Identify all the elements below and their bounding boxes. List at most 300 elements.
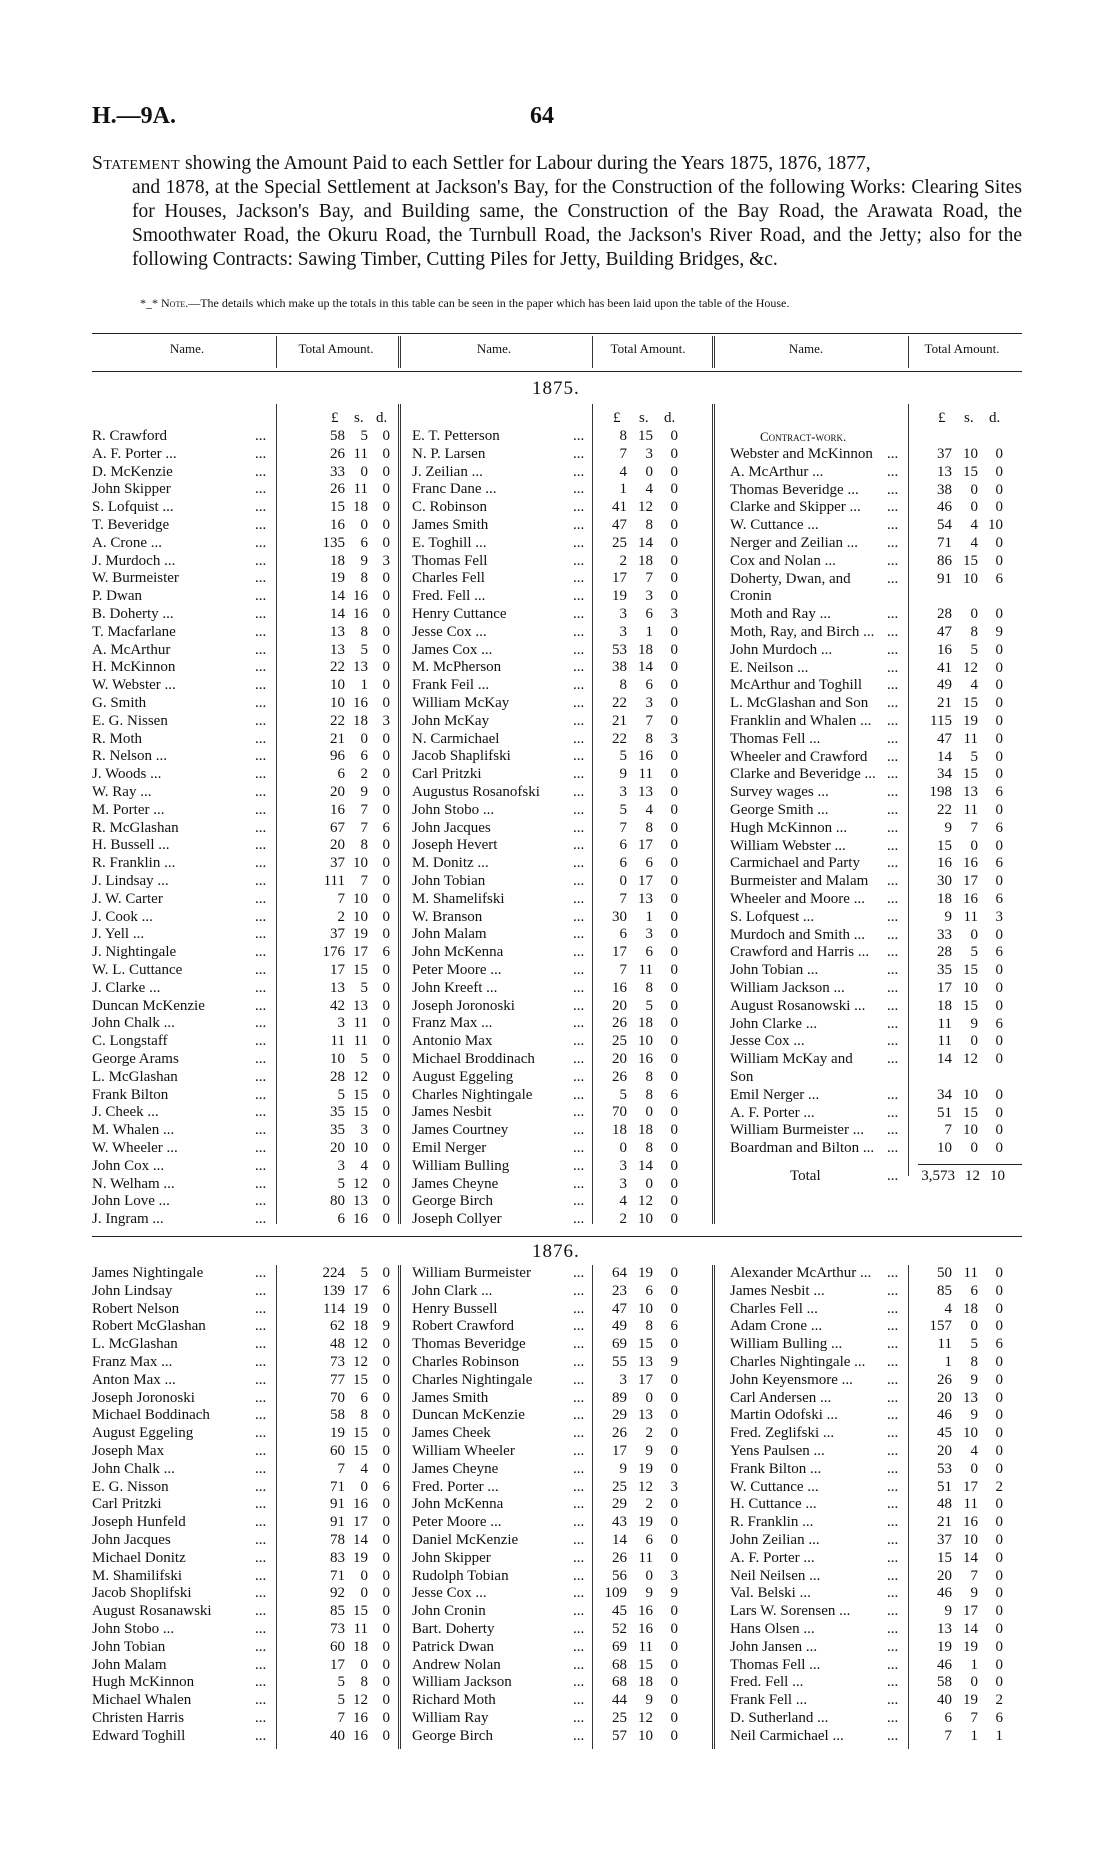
amount-pounds: 18 (937, 891, 952, 907)
amount-pounds: 37 (330, 855, 345, 872)
amount-pence: 6 (995, 1710, 1003, 1726)
amount-pounds: 0 (619, 873, 627, 889)
settler-name: James Smith (412, 517, 489, 533)
leader-dots: ... (887, 606, 899, 623)
amount-pence: 0 (670, 1460, 678, 1477)
leader-dots: ... (887, 1122, 899, 1139)
amount-shillings: 0 (970, 926, 978, 943)
amount-pounds: 7 (619, 445, 627, 462)
amount-shillings: 1 (360, 677, 368, 694)
amount-pounds: 29 (612, 1496, 627, 1513)
leader-dots: ... (887, 1460, 899, 1477)
amount-shillings: 13 (638, 1407, 653, 1424)
col3-total-header: Total Amount. (924, 341, 1000, 356)
amount-pounds: 3 (337, 1157, 345, 1174)
leader-dots: ... (255, 1175, 267, 1192)
table-row (0, 677, 1114, 695)
settler-name: W. Webster ... (92, 677, 176, 694)
table-row (0, 1211, 1114, 1229)
amount-pounds: 11 (330, 1033, 345, 1050)
settler-name: William Burmeister ... (730, 1122, 864, 1139)
amount-pence: 0 (670, 1033, 678, 1050)
leader-dots: ... (255, 534, 267, 551)
settler-name: Jacob Shoplifski (92, 1585, 192, 1602)
amount-shillings: 5 (970, 641, 978, 658)
amount-pence: 0 (670, 1621, 678, 1637)
amount-shillings: 19 (638, 1265, 653, 1281)
amount-pence: 0 (670, 659, 678, 676)
table-row (0, 464, 1114, 482)
amount-pounds: 19 (937, 1638, 952, 1655)
leader-dots: ... (255, 730, 267, 747)
amount-shillings: 7 (360, 873, 368, 889)
statement-heading (92, 152, 1022, 272)
amount-shillings: 16 (353, 1211, 368, 1228)
col2-name-header: Name. (476, 341, 512, 356)
leader-dots: ... (887, 1389, 899, 1406)
body-divider (908, 404, 909, 1176)
settler-name: Adam Crone ... (730, 1318, 823, 1335)
leader-dots: ... (573, 1354, 585, 1370)
amount-pence: 0 (382, 926, 390, 943)
settler-name: Franklin and Whalen ... (730, 713, 872, 729)
amount-pounds: 11 (937, 1015, 952, 1032)
settler-name: James Courtney (412, 1122, 509, 1139)
amount-pence: 0 (382, 1122, 390, 1139)
leader-dots: ... (573, 1033, 585, 1050)
amount-shillings: 15 (963, 962, 978, 979)
leader-dots: ... (573, 1710, 585, 1726)
leader-dots: ... (887, 481, 899, 498)
leader-dots: ... (255, 1514, 267, 1531)
leader-dots: ... (887, 1371, 899, 1388)
amount-pounds: 30 (612, 908, 627, 925)
table-row (0, 624, 1114, 642)
settler-name: William Bulling (412, 1157, 510, 1174)
amount-shillings: 11 (638, 1638, 653, 1655)
amount-shillings: 10 (963, 1532, 978, 1548)
amount-pounds: 35 (937, 962, 952, 979)
amount-shillings: 7 (970, 1567, 978, 1584)
amount-shillings: 8 (645, 517, 653, 533)
amount-shillings: 8 (360, 1407, 368, 1424)
settler-name: Frank Bilton (92, 1086, 169, 1103)
amount-pence: 0 (995, 1086, 1003, 1103)
settler-name: William McKay and (730, 1051, 853, 1068)
amount-shillings: 17 (638, 1371, 653, 1388)
leader-dots: ... (255, 1496, 267, 1513)
settler-name: John Stobo ... (412, 801, 495, 818)
amount-shillings: 10 (353, 855, 368, 872)
money-unit-d-col1: d. (376, 410, 388, 426)
amount-pence: 0 (995, 1443, 1003, 1459)
money-unit-l-col2: £ (613, 410, 621, 426)
body-divider (592, 1265, 593, 1749)
amount-pounds: 25 (612, 1478, 627, 1495)
settler-name: Michael Donitz (92, 1549, 186, 1566)
amount-pounds: 44 (612, 1692, 627, 1709)
leader-dots: ... (255, 1656, 267, 1673)
leader-dots: ... (573, 677, 585, 694)
amount-pounds: 73 (330, 1354, 345, 1370)
amount-pounds: 17 (612, 944, 627, 961)
amount-shillings: 15 (963, 463, 978, 480)
settler-name: H. Cuttance ... (730, 1496, 817, 1513)
amount-shillings: 6 (645, 1532, 653, 1548)
table-row (0, 695, 1114, 713)
amount-pence: 0 (382, 517, 390, 533)
amount-shillings: 14 (963, 1549, 978, 1566)
table-row (0, 1443, 1114, 1461)
amount-pence: 0 (670, 1265, 678, 1281)
settler-name: James Nesbit (412, 1104, 492, 1121)
amount-pounds: 48 (937, 1496, 952, 1513)
amount-pounds: 38 (612, 659, 627, 676)
settler-name: Joseph Joronoski (412, 997, 515, 1014)
table-row (0, 1550, 1114, 1568)
amount-pence: 0 (995, 1407, 1003, 1424)
amount-pence: 0 (382, 428, 390, 444)
table-row (0, 855, 1114, 873)
amount-shillings: 6 (645, 1282, 653, 1299)
amount-shillings: 4 (970, 517, 978, 534)
leader-dots: ... (573, 784, 585, 800)
leader-dots: ... (887, 535, 899, 551)
settler-name: William Ray (412, 1710, 489, 1726)
settler-name: John McKenna (412, 944, 504, 961)
amount-shillings: 16 (963, 855, 978, 872)
amount-shillings: 18 (638, 641, 653, 658)
amount-pence: 6 (995, 855, 1003, 872)
table-row (0, 802, 1114, 820)
amount-pence: 0 (995, 748, 1003, 765)
amount-pounds: 60 (330, 1443, 345, 1459)
amount-pence: 0 (670, 890, 678, 907)
settler-name: John McKay (412, 712, 490, 729)
amount-shillings: 7 (360, 819, 368, 836)
leader-dots: ... (887, 463, 899, 480)
amount-pounds: 1 (619, 481, 627, 498)
settler-name: W. Burmeister (92, 570, 179, 587)
leader-dots: ... (887, 784, 899, 801)
amount-pence: 9 (670, 1354, 678, 1370)
amount-pence: 0 (995, 1585, 1003, 1602)
settler-name: John Kreeft ... (412, 979, 498, 996)
amount-pounds: 22 (612, 730, 627, 747)
amount-shillings: 0 (645, 463, 653, 480)
amount-pence: 0 (382, 1443, 390, 1459)
amount-pence: 0 (382, 1086, 390, 1103)
table-row (0, 766, 1114, 784)
amount-shillings: 15 (353, 962, 368, 978)
leader-dots: ... (255, 1389, 267, 1406)
table-row (0, 606, 1114, 624)
settler-name: Burmeister and Malam (730, 873, 869, 890)
settler-name: Neil Neilsen ... (730, 1567, 821, 1584)
table-row (0, 1051, 1114, 1069)
settler-name: Henry Cuttance (412, 606, 507, 622)
settler-name: J. Murdoch ... (92, 552, 176, 569)
amount-pence: 0 (995, 1549, 1003, 1566)
leader-dots: ... (255, 517, 267, 533)
table-row (0, 1532, 1114, 1550)
amount-pence: 0 (995, 1033, 1003, 1050)
amount-pounds: 83 (330, 1549, 345, 1566)
amount-shillings: 18 (638, 1674, 653, 1691)
amount-pence: 0 (382, 801, 390, 818)
settler-name: N. P. Larsen (412, 445, 486, 462)
leader-dots: ... (573, 1674, 585, 1691)
amount-shillings: 5 (645, 997, 653, 1014)
leader-dots: ... (887, 695, 899, 712)
money-unit-s-col1: s. (354, 410, 364, 426)
amount-pence: 0 (670, 979, 678, 996)
amount-pounds: 52 (612, 1621, 627, 1637)
amount-shillings: 11 (638, 1549, 653, 1566)
amount-pence: 0 (995, 1460, 1003, 1477)
amount-pence: 0 (382, 1514, 390, 1531)
amount-pence: 0 (382, 1692, 390, 1709)
leader-dots: ... (255, 1425, 267, 1442)
leader-dots: ... (255, 445, 267, 462)
leader-dots: ... (255, 1282, 267, 1299)
amount-pounds: 48 (330, 1336, 345, 1353)
settler-name: James Cheek (412, 1425, 491, 1442)
leader-dots: ... (573, 712, 585, 729)
settler-name: John Malam (92, 1656, 167, 1673)
settler-name: Wheeler and Crawford (730, 748, 868, 765)
statement-text-line1: showing the Amount Paid to each Settler for Labour during the Years 1875, 1876, 1877, (180, 153, 871, 174)
amount-pounds: 37 (937, 1532, 952, 1548)
settler-name: William Bulling ... (730, 1336, 843, 1353)
amount-pounds: 47 (937, 624, 952, 640)
settler-name: R. Crawford (92, 428, 167, 444)
settler-name: J. W. Carter (92, 890, 163, 907)
amount-pounds: 9 (944, 908, 952, 925)
settler-name: John Cronin (412, 1603, 486, 1620)
leader-dots: ... (887, 962, 899, 979)
money-unit-l-col1: £ (331, 410, 339, 426)
amount-shillings: 17 (638, 837, 653, 854)
settler-name: H. Bussell ... (92, 837, 170, 854)
amount-pounds: 4 (619, 1193, 627, 1210)
amount-pounds: 9 (619, 766, 627, 783)
amount-shillings: 8 (645, 1068, 653, 1085)
amount-shillings: 0 (360, 1478, 368, 1495)
amount-pounds: 26 (937, 1371, 952, 1388)
amount-pence: 0 (995, 1674, 1003, 1691)
amount-pounds: 19 (330, 1425, 345, 1442)
amount-pounds: 28 (330, 1068, 345, 1085)
amount-shillings: 5 (970, 1336, 978, 1353)
total-pounds: 3,573 (921, 1168, 955, 1184)
amount-shillings: 0 (645, 1104, 653, 1121)
amount-pounds: 7 (619, 890, 627, 907)
amount-shillings: 13 (963, 784, 978, 801)
amount-shillings: 12 (963, 659, 978, 676)
amount-pence: 0 (670, 1193, 678, 1210)
amount-pence: 0 (382, 659, 390, 676)
settler-name: Emil Nerger ... (730, 1086, 820, 1103)
amount-pence: 0 (995, 997, 1003, 1014)
amount-pence: 0 (382, 463, 390, 480)
leader-dots: ... (255, 1407, 267, 1424)
settler-name: Thomas Fell ... (730, 730, 821, 747)
leader-dots: ... (573, 570, 585, 587)
amount-pence: 0 (382, 623, 390, 640)
settler-name: Clarke and Beveridge ... (730, 766, 876, 783)
amount-pence: 0 (670, 1211, 678, 1228)
settler-name: Charles Robinson (412, 1354, 520, 1370)
amount-shillings: 15 (638, 1656, 653, 1673)
contract-work-label: Contract-work. (760, 429, 847, 444)
amount-shillings: 0 (360, 730, 368, 747)
leader-dots: ... (887, 1585, 899, 1602)
leader-dots: ... (573, 659, 585, 676)
amount-shillings: 0 (360, 517, 368, 533)
amount-shillings: 13 (963, 1389, 978, 1406)
amount-pence: 6 (995, 891, 1003, 907)
amount-shillings: 0 (970, 499, 978, 516)
settler-name: A. McArthur ... (730, 463, 824, 480)
amount-shillings: 13 (353, 1193, 368, 1210)
amount-pounds: 91 (330, 1514, 345, 1531)
table-row (0, 891, 1114, 909)
amount-shillings: 8 (360, 570, 368, 587)
settler-name: N. Welham ... (92, 1175, 175, 1192)
settler-name: W. L. Cuttance (92, 962, 183, 978)
amount-shillings: 3 (360, 1122, 368, 1139)
leader-dots: ... (255, 801, 267, 818)
amount-shillings: 5 (360, 1051, 368, 1067)
leader-dots: ... (255, 819, 267, 836)
amount-pence: 0 (670, 1638, 678, 1655)
leader-dots: ... (573, 1656, 585, 1673)
table-row (0, 1692, 1114, 1710)
amount-shillings: 12 (638, 1478, 653, 1495)
settler-name: L. McGlashan and Son (730, 695, 869, 712)
leader-dots: ... (887, 997, 899, 1014)
leader-dots: ... (255, 1585, 267, 1602)
leader-dots: ... (255, 1211, 267, 1228)
settler-name: T. Beveridge (92, 517, 170, 533)
amount-shillings: 8 (645, 1140, 653, 1156)
settler-name: S. Lofquist ... (92, 499, 174, 516)
settler-name: Richard Moth (412, 1692, 496, 1709)
amount-pounds: 15 (937, 1549, 952, 1566)
amount-pence: 0 (382, 1336, 390, 1353)
amount-shillings: 10 (963, 570, 978, 587)
amount-shillings: 4 (970, 677, 978, 694)
settler-name: Peter Moore ... (412, 1514, 502, 1531)
amount-pence: 0 (382, 695, 390, 711)
amount-pounds: 10 (330, 695, 345, 711)
settler-name: Thomas Fell ... (730, 1656, 821, 1673)
leader-dots: ... (887, 1496, 899, 1513)
leader-dots: ... (255, 659, 267, 676)
settler-name: Joseph Joronoski (92, 1389, 195, 1406)
amount-pence: 3 (382, 712, 390, 729)
amount-shillings: 10 (638, 1211, 653, 1228)
leader-dots: ... (255, 570, 267, 587)
amount-shillings: 6 (645, 677, 653, 694)
amount-shillings: 0 (360, 463, 368, 480)
amount-pounds: 29 (612, 1407, 627, 1424)
settler-name: Peter Moore ... (412, 962, 502, 978)
amount-shillings: 5 (360, 641, 368, 658)
amount-shillings: 8 (645, 1086, 653, 1103)
leader-dots: ... (573, 1140, 585, 1156)
table-row (0, 1122, 1114, 1140)
settler-name: A. Crone ... (92, 534, 162, 551)
amount-pounds: 51 (937, 1478, 952, 1495)
settler-name: M. Donitz ... (412, 855, 489, 872)
settler-name: John Jacques (412, 819, 491, 836)
amount-shillings: 4 (360, 1157, 368, 1174)
amount-shillings: 12 (353, 1692, 368, 1709)
table-row (0, 1069, 1114, 1087)
amount-shillings: 5 (970, 944, 978, 961)
leader-dots: ... (573, 1727, 585, 1744)
amount-shillings: 11 (353, 445, 368, 462)
settler-name: Duncan McKenzie (92, 997, 205, 1014)
amount-shillings: 16 (638, 1621, 653, 1637)
amount-shillings: 10 (963, 1122, 978, 1139)
settler-name: R. Nelson ... (92, 748, 167, 765)
settler-name: T. Macfarlane (92, 623, 176, 640)
leader-dots: ... (887, 1336, 899, 1353)
leader-dots: ... (255, 1674, 267, 1691)
settler-name: Murdoch and Smith ... (730, 926, 865, 943)
amount-pence: 6 (995, 1015, 1003, 1032)
settler-name: Fred. Fell ... (412, 588, 486, 605)
amount-shillings: 1 (645, 623, 653, 640)
amount-pence: 3 (382, 552, 390, 569)
leader-dots: ... (255, 1710, 267, 1726)
amount-pounds: 5 (337, 1175, 345, 1192)
settler-name: John Keyensmore ... (730, 1371, 853, 1388)
settler-name: P. Dwan (92, 588, 143, 605)
settler-name: Martin Odofski ... (730, 1407, 838, 1424)
amount-pence: 0 (995, 1318, 1003, 1335)
leader-dots: ... (255, 1354, 267, 1370)
amount-pounds: 47 (612, 1300, 627, 1317)
settler-name: Emil Nerger (412, 1140, 487, 1156)
settler-name: H. McKinnon (92, 659, 176, 676)
amount-shillings: 16 (353, 606, 368, 622)
leader-dots: ... (573, 1532, 585, 1548)
amount-pence: 0 (382, 1656, 390, 1673)
amount-shillings: 10 (638, 1727, 653, 1744)
leader-dots: ... (573, 623, 585, 640)
amount-pounds: 26 (612, 1425, 627, 1442)
settler-name: W. Cuttance ... (730, 1478, 819, 1495)
amount-shillings: 16 (638, 748, 653, 765)
amount-shillings: 11 (963, 1265, 978, 1281)
amount-shillings: 17 (353, 1282, 368, 1299)
amount-shillings: 7 (360, 801, 368, 818)
leader-dots: ... (255, 1157, 267, 1174)
settler-name: James Cheyne (412, 1460, 499, 1477)
amount-pence: 0 (995, 677, 1003, 694)
table-row (0, 1514, 1114, 1532)
amount-pence: 0 (382, 1407, 390, 1424)
amount-shillings: 16 (638, 1603, 653, 1620)
settler-name: Jacob Shaplifski (412, 748, 511, 765)
settler-name: Charles Nightingale (412, 1086, 533, 1103)
amount-pounds: 56 (612, 1567, 627, 1584)
leader-dots: ... (255, 1638, 267, 1655)
